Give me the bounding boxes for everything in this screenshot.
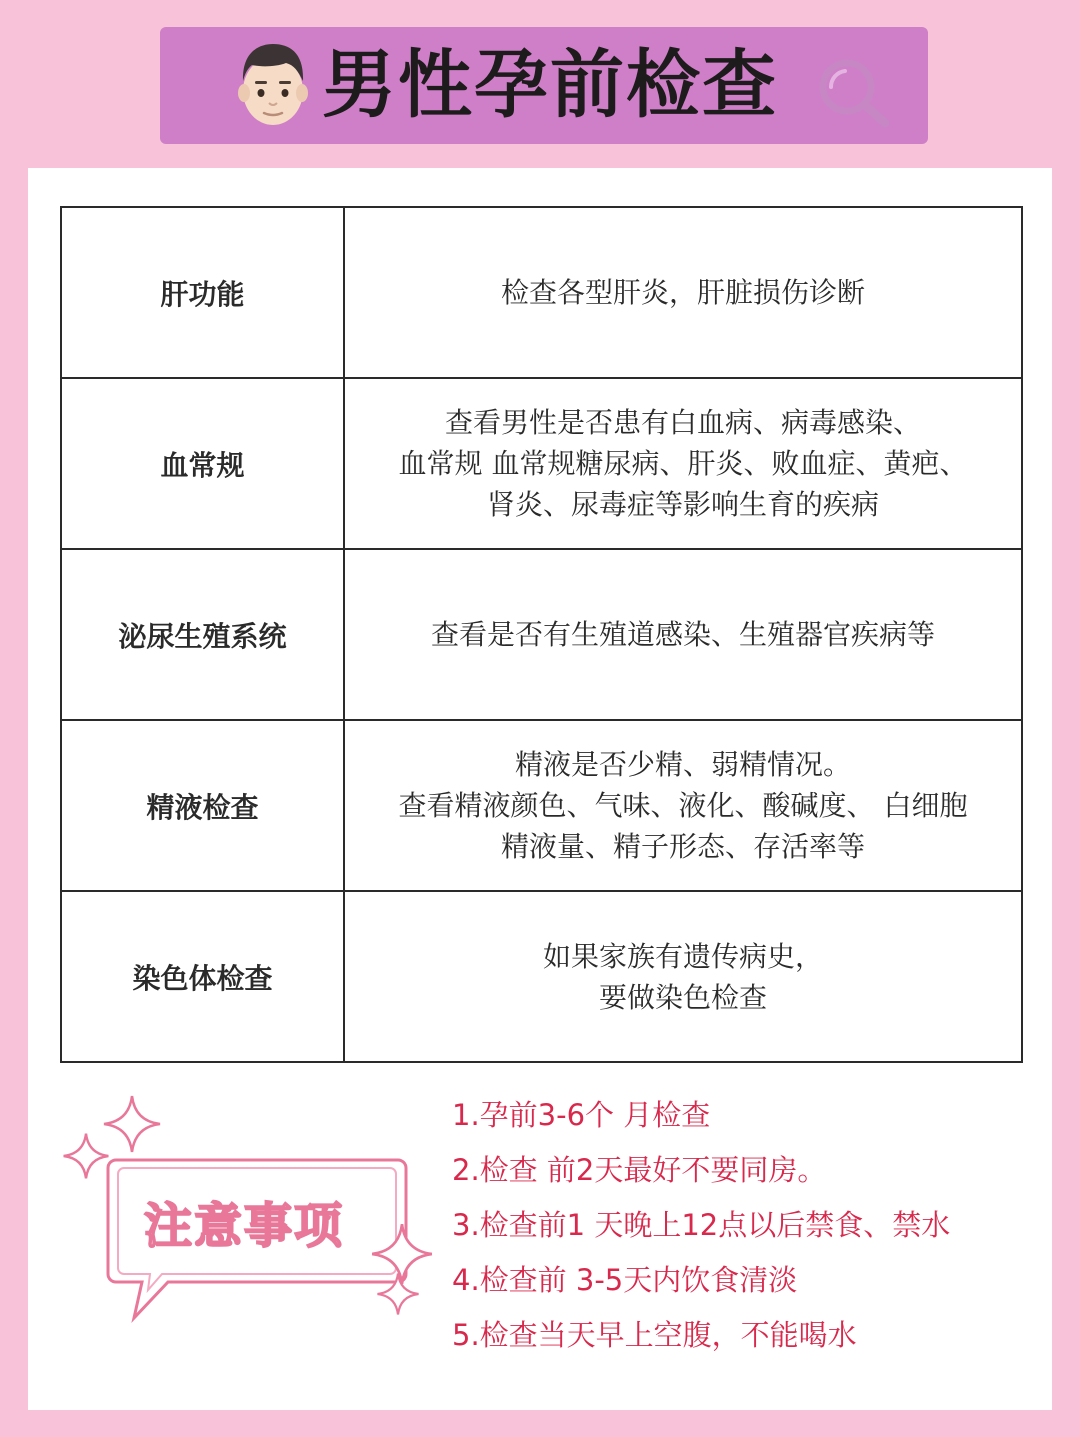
page-title: 男性孕前检查	[322, 42, 778, 128]
exam-item-name: 染色体检查	[61, 891, 344, 1062]
sparkle-icon	[102, 1094, 162, 1154]
exam-item-description: 精液是否少精、弱精情况。 查看精液颜色、气味、液化、酸碱度、 白细胞 精液量、精子形态、存活率等	[344, 720, 1022, 891]
exam-item-description: 查看是否有生殖道感染、生殖器官疾病等	[344, 549, 1022, 720]
table-row	[61, 378, 1022, 549]
sparkle-icon	[376, 1272, 420, 1316]
exam-item-name: 泌尿生殖系统	[61, 549, 344, 720]
sparkle-icon	[62, 1132, 110, 1180]
exam-table	[60, 206, 1023, 1063]
magnifier-icon	[815, 57, 893, 129]
list-item: 5.检查当天早上空腹，不能喝水	[452, 1318, 857, 1352]
list-item: 1.孕前3-6个 月检查	[452, 1098, 711, 1132]
exam-item-name: 肝功能	[61, 207, 344, 378]
exam-item-description: 如果家族有遗传病史， 要做染色检查	[344, 891, 1022, 1062]
table-row	[61, 207, 1022, 378]
list-item: 2.检查 前2天最好不要同房。	[452, 1153, 827, 1187]
list-item: 4.检查前 3-5天内饮食清淡	[452, 1263, 798, 1297]
exam-item-description: 查看男性是否患有白血病、病毒感染、 血常规 血常规糖尿病、肝炎、败血症、黄疤、 肾炎、尿毒症等影响生育的疾病	[344, 378, 1022, 549]
notice-badge	[58, 1094, 418, 1324]
table-row	[61, 891, 1022, 1062]
exam-item-description: 检查各型肝炎，肝脏损伤诊断	[344, 207, 1022, 378]
table-row	[61, 720, 1022, 891]
notice-label: 注意事项	[144, 1198, 345, 1254]
man-face-icon	[236, 41, 310, 129]
exam-item-name: 精液检查	[61, 720, 344, 891]
exam-item-name: 血常规	[61, 378, 344, 549]
notice-list	[452, 1093, 950, 1368]
table-row	[61, 549, 1022, 720]
title-banner	[160, 27, 928, 144]
list-item: 3.检查前1 天晚上12点以后禁食、禁水	[452, 1208, 951, 1242]
content-card	[28, 168, 1052, 1410]
